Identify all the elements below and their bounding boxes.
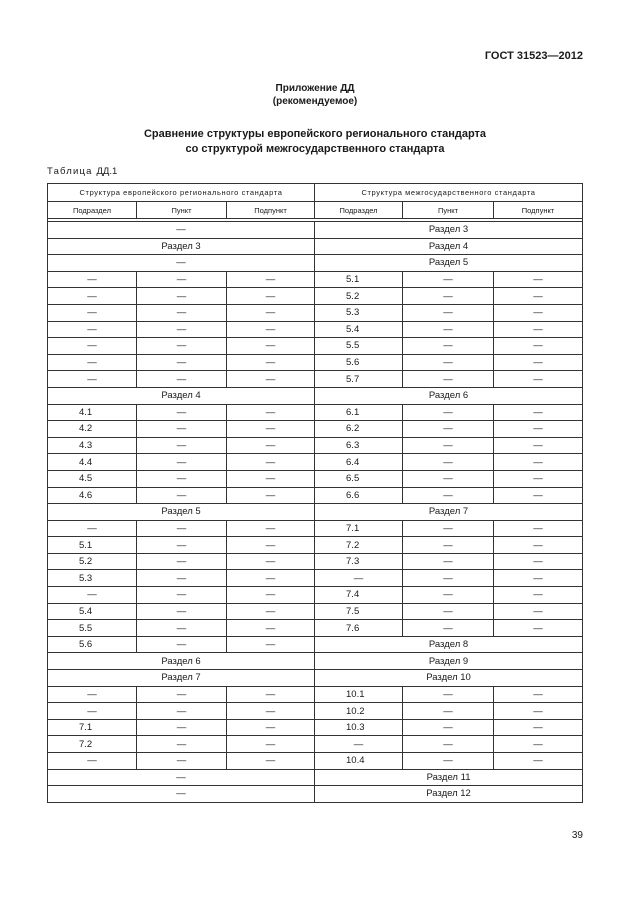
european-section-cell: — <box>48 769 315 786</box>
interstate-cell: — <box>403 487 494 504</box>
table-row <box>48 387 583 404</box>
european-cell: — <box>137 271 227 288</box>
table-row <box>48 520 583 537</box>
european-cell: — <box>227 321 315 338</box>
annex-title: Приложение ДД <box>275 83 355 94</box>
table-label <box>47 166 117 177</box>
interstate-cell: — <box>494 454 583 471</box>
table-row <box>48 271 583 288</box>
interstate-cell: — <box>403 371 494 388</box>
group-header-european: Структура европейского регионального стандарта <box>48 184 315 202</box>
table-row <box>48 736 583 753</box>
european-cell: 4.5 <box>48 470 137 487</box>
interstate-cell: — <box>403 421 494 438</box>
interstate-cell: 6.4 <box>315 454 403 471</box>
interstate-cell: — <box>403 454 494 471</box>
interstate-cell: — <box>494 288 583 305</box>
european-cell: — <box>137 603 227 620</box>
european-cell: — <box>137 636 227 653</box>
european-cell: — <box>227 487 315 504</box>
european-cell: — <box>48 703 137 720</box>
european-cell: — <box>48 288 137 305</box>
column-header: Пункт <box>137 202 227 219</box>
interstate-cell: — <box>494 371 583 388</box>
european-cell: 7.2 <box>48 736 137 753</box>
interstate-section-cell: Раздел 10 <box>315 670 583 687</box>
interstate-cell: — <box>494 603 583 620</box>
interstate-section-cell: Раздел 4 <box>315 238 583 255</box>
table-row <box>48 304 583 321</box>
european-cell: — <box>227 553 315 570</box>
table-label-word: Таблица <box>47 166 93 177</box>
interstate-cell: 7.6 <box>315 620 403 637</box>
european-cell: — <box>137 719 227 736</box>
european-cell: — <box>227 437 315 454</box>
european-cell: 5.1 <box>48 537 137 554</box>
european-section-cell: Раздел 7 <box>48 670 315 687</box>
european-cell: — <box>137 437 227 454</box>
european-cell: — <box>48 321 137 338</box>
table-row <box>48 421 583 438</box>
european-cell: 5.3 <box>48 570 137 587</box>
interstate-cell: — <box>403 404 494 421</box>
interstate-cell: — <box>403 304 494 321</box>
european-cell: — <box>227 304 315 321</box>
european-cell: — <box>227 421 315 438</box>
table-row <box>48 636 583 653</box>
table-row <box>48 255 583 272</box>
interstate-cell: — <box>403 736 494 753</box>
group-header-interstate: Структура межгосударственного стандарта <box>315 184 583 202</box>
table-row <box>48 222 583 239</box>
column-header: Подпункт <box>227 202 315 219</box>
european-cell: — <box>48 304 137 321</box>
european-cell: — <box>48 753 137 770</box>
interstate-section-cell: Раздел 11 <box>315 769 583 786</box>
table-row <box>48 670 583 687</box>
european-cell: — <box>137 288 227 305</box>
interstate-cell: — <box>403 553 494 570</box>
european-cell: — <box>227 271 315 288</box>
annex-heading <box>0 82 630 108</box>
european-cell: — <box>227 371 315 388</box>
european-cell: — <box>137 404 227 421</box>
interstate-cell: — <box>494 354 583 371</box>
interstate-cell: 7.4 <box>315 587 403 604</box>
interstate-cell: 5.2 <box>315 288 403 305</box>
european-cell: — <box>227 603 315 620</box>
european-cell: 5.2 <box>48 553 137 570</box>
interstate-cell: — <box>403 321 494 338</box>
european-cell: — <box>137 454 227 471</box>
european-cell: — <box>227 470 315 487</box>
table-row <box>48 470 583 487</box>
interstate-cell: — <box>403 288 494 305</box>
table-row <box>48 454 583 471</box>
table-row <box>48 338 583 355</box>
european-cell: — <box>137 620 227 637</box>
european-cell: — <box>227 338 315 355</box>
european-section-cell: Раздел 3 <box>48 238 315 255</box>
interstate-cell: 7.1 <box>315 520 403 537</box>
interstate-section-cell: Раздел 8 <box>315 636 583 653</box>
european-section-cell: — <box>48 255 315 272</box>
european-cell: 7.1 <box>48 719 137 736</box>
interstate-cell: — <box>494 321 583 338</box>
european-cell: — <box>227 703 315 720</box>
interstate-cell: — <box>494 437 583 454</box>
interstate-cell: 7.3 <box>315 553 403 570</box>
table-row <box>48 587 583 604</box>
european-cell: — <box>137 470 227 487</box>
interstate-cell: — <box>494 520 583 537</box>
table-body <box>48 222 583 803</box>
european-section-cell: Раздел 4 <box>48 387 315 404</box>
interstate-cell: 10.3 <box>315 719 403 736</box>
european-section-cell: — <box>48 222 315 239</box>
interstate-section-cell: Раздел 7 <box>315 504 583 521</box>
table-row <box>48 686 583 703</box>
european-cell: — <box>48 520 137 537</box>
table-row <box>48 504 583 521</box>
interstate-cell: — <box>494 304 583 321</box>
interstate-cell: — <box>403 537 494 554</box>
european-cell: 4.4 <box>48 454 137 471</box>
european-cell: — <box>227 636 315 653</box>
european-cell: — <box>48 686 137 703</box>
european-section-cell: Раздел 6 <box>48 653 315 670</box>
title-line-2: со структурой межгосударственного стандарта <box>185 143 445 155</box>
table-row <box>48 553 583 570</box>
interstate-cell: — <box>403 520 494 537</box>
table-row <box>48 288 583 305</box>
european-cell: — <box>227 537 315 554</box>
interstate-cell: 6.6 <box>315 487 403 504</box>
european-cell: — <box>137 753 227 770</box>
interstate-cell: — <box>494 753 583 770</box>
interstate-section-cell: Раздел 12 <box>315 786 583 803</box>
annex-status: (рекомендуемое) <box>272 96 358 107</box>
european-cell: 5.4 <box>48 603 137 620</box>
column-header: Подпункт <box>494 202 583 219</box>
interstate-cell: — <box>494 404 583 421</box>
table-row <box>48 719 583 736</box>
interstate-cell: 6.2 <box>315 421 403 438</box>
european-cell: — <box>137 686 227 703</box>
interstate-cell: — <box>494 338 583 355</box>
interstate-cell: 5.5 <box>315 338 403 355</box>
interstate-cell: 10.2 <box>315 703 403 720</box>
interstate-cell: — <box>403 354 494 371</box>
european-cell: — <box>137 553 227 570</box>
european-cell: 5.5 <box>48 620 137 637</box>
table-row <box>48 653 583 670</box>
interstate-section-cell: Раздел 6 <box>315 387 583 404</box>
european-cell: — <box>48 271 137 288</box>
table-row <box>48 371 583 388</box>
european-cell: — <box>137 371 227 388</box>
interstate-cell: — <box>494 487 583 504</box>
interstate-section-cell: Раздел 3 <box>315 222 583 239</box>
european-cell: 4.6 <box>48 487 137 504</box>
table-label-number: ДД.1 <box>96 166 118 177</box>
interstate-cell: — <box>403 470 494 487</box>
european-cell: — <box>227 753 315 770</box>
european-cell: — <box>227 736 315 753</box>
interstate-cell: 5.4 <box>315 321 403 338</box>
european-cell: — <box>227 404 315 421</box>
european-cell: — <box>227 570 315 587</box>
table-row <box>48 238 583 255</box>
title-line-1: Сравнение структуры европейского регионального стандарта <box>143 128 487 140</box>
interstate-cell: 5.6 <box>315 354 403 371</box>
european-cell: — <box>48 354 137 371</box>
table-row <box>48 570 583 587</box>
european-cell: — <box>227 719 315 736</box>
table-row <box>48 603 583 620</box>
interstate-cell: 7.5 <box>315 603 403 620</box>
interstate-cell: 5.1 <box>315 271 403 288</box>
interstate-cell: — <box>403 570 494 587</box>
european-cell: — <box>137 338 227 355</box>
european-cell: — <box>227 686 315 703</box>
european-cell: — <box>137 570 227 587</box>
table-row <box>48 753 583 770</box>
european-cell: — <box>137 487 227 504</box>
interstate-cell: — <box>494 719 583 736</box>
interstate-cell: — <box>315 736 403 753</box>
european-cell: 4.2 <box>48 421 137 438</box>
interstate-cell: — <box>494 553 583 570</box>
interstate-cell: — <box>315 570 403 587</box>
interstate-cell: 6.3 <box>315 437 403 454</box>
column-header: Подраздел <box>315 202 403 219</box>
table-row <box>48 537 583 554</box>
european-cell: 4.1 <box>48 404 137 421</box>
interstate-section-cell: Раздел 5 <box>315 255 583 272</box>
european-cell: — <box>227 620 315 637</box>
european-cell: — <box>137 736 227 753</box>
interstate-cell: — <box>494 537 583 554</box>
interstate-cell: 10.1 <box>315 686 403 703</box>
table-row <box>48 769 583 786</box>
european-section-cell: — <box>48 786 315 803</box>
table-row <box>48 703 583 720</box>
interstate-cell: — <box>403 753 494 770</box>
european-cell: — <box>137 537 227 554</box>
european-cell: — <box>227 587 315 604</box>
comparison-table <box>47 183 583 803</box>
page-number: 39 <box>571 830 583 841</box>
table-row <box>48 321 583 338</box>
table-row <box>48 487 583 504</box>
interstate-cell: — <box>403 703 494 720</box>
european-cell: — <box>48 587 137 604</box>
interstate-cell: 6.5 <box>315 470 403 487</box>
table-row <box>48 786 583 803</box>
interstate-cell: 5.3 <box>315 304 403 321</box>
european-cell: — <box>137 703 227 720</box>
european-cell: — <box>227 520 315 537</box>
european-cell: — <box>137 587 227 604</box>
european-cell: — <box>48 338 137 355</box>
interstate-cell: — <box>494 736 583 753</box>
european-cell: — <box>137 304 227 321</box>
interstate-cell: — <box>494 620 583 637</box>
interstate-cell: — <box>494 421 583 438</box>
european-cell: — <box>227 454 315 471</box>
interstate-cell: — <box>494 570 583 587</box>
interstate-cell: — <box>494 271 583 288</box>
standard-designation: ГОСТ 31523—2012 <box>484 50 583 62</box>
european-cell: — <box>227 288 315 305</box>
interstate-cell: — <box>494 587 583 604</box>
interstate-cell: — <box>403 603 494 620</box>
interstate-cell: 6.1 <box>315 404 403 421</box>
interstate-cell: — <box>403 620 494 637</box>
interstate-cell: — <box>403 437 494 454</box>
interstate-cell: 10.4 <box>315 753 403 770</box>
european-section-cell: Раздел 5 <box>48 504 315 521</box>
interstate-cell: — <box>403 719 494 736</box>
interstate-cell: — <box>494 703 583 720</box>
table-row <box>48 404 583 421</box>
interstate-section-cell: Раздел 9 <box>315 653 583 670</box>
interstate-cell: — <box>403 271 494 288</box>
table-row <box>48 620 583 637</box>
european-cell: — <box>137 321 227 338</box>
interstate-cell: — <box>403 338 494 355</box>
column-header: Пункт <box>403 202 494 219</box>
column-header: Подраздел <box>48 202 137 219</box>
interstate-cell: — <box>494 686 583 703</box>
interstate-cell: — <box>403 686 494 703</box>
interstate-cell: — <box>403 587 494 604</box>
interstate-cell: 5.7 <box>315 371 403 388</box>
interstate-cell: — <box>494 470 583 487</box>
interstate-cell: 7.2 <box>315 537 403 554</box>
table-row <box>48 354 583 371</box>
table-row <box>48 437 583 454</box>
european-cell: — <box>137 421 227 438</box>
european-cell: 4.3 <box>48 437 137 454</box>
european-cell: — <box>227 354 315 371</box>
european-cell: — <box>48 371 137 388</box>
european-cell: 5.6 <box>48 636 137 653</box>
european-cell: — <box>137 354 227 371</box>
document-title <box>0 127 630 157</box>
european-cell: — <box>137 520 227 537</box>
